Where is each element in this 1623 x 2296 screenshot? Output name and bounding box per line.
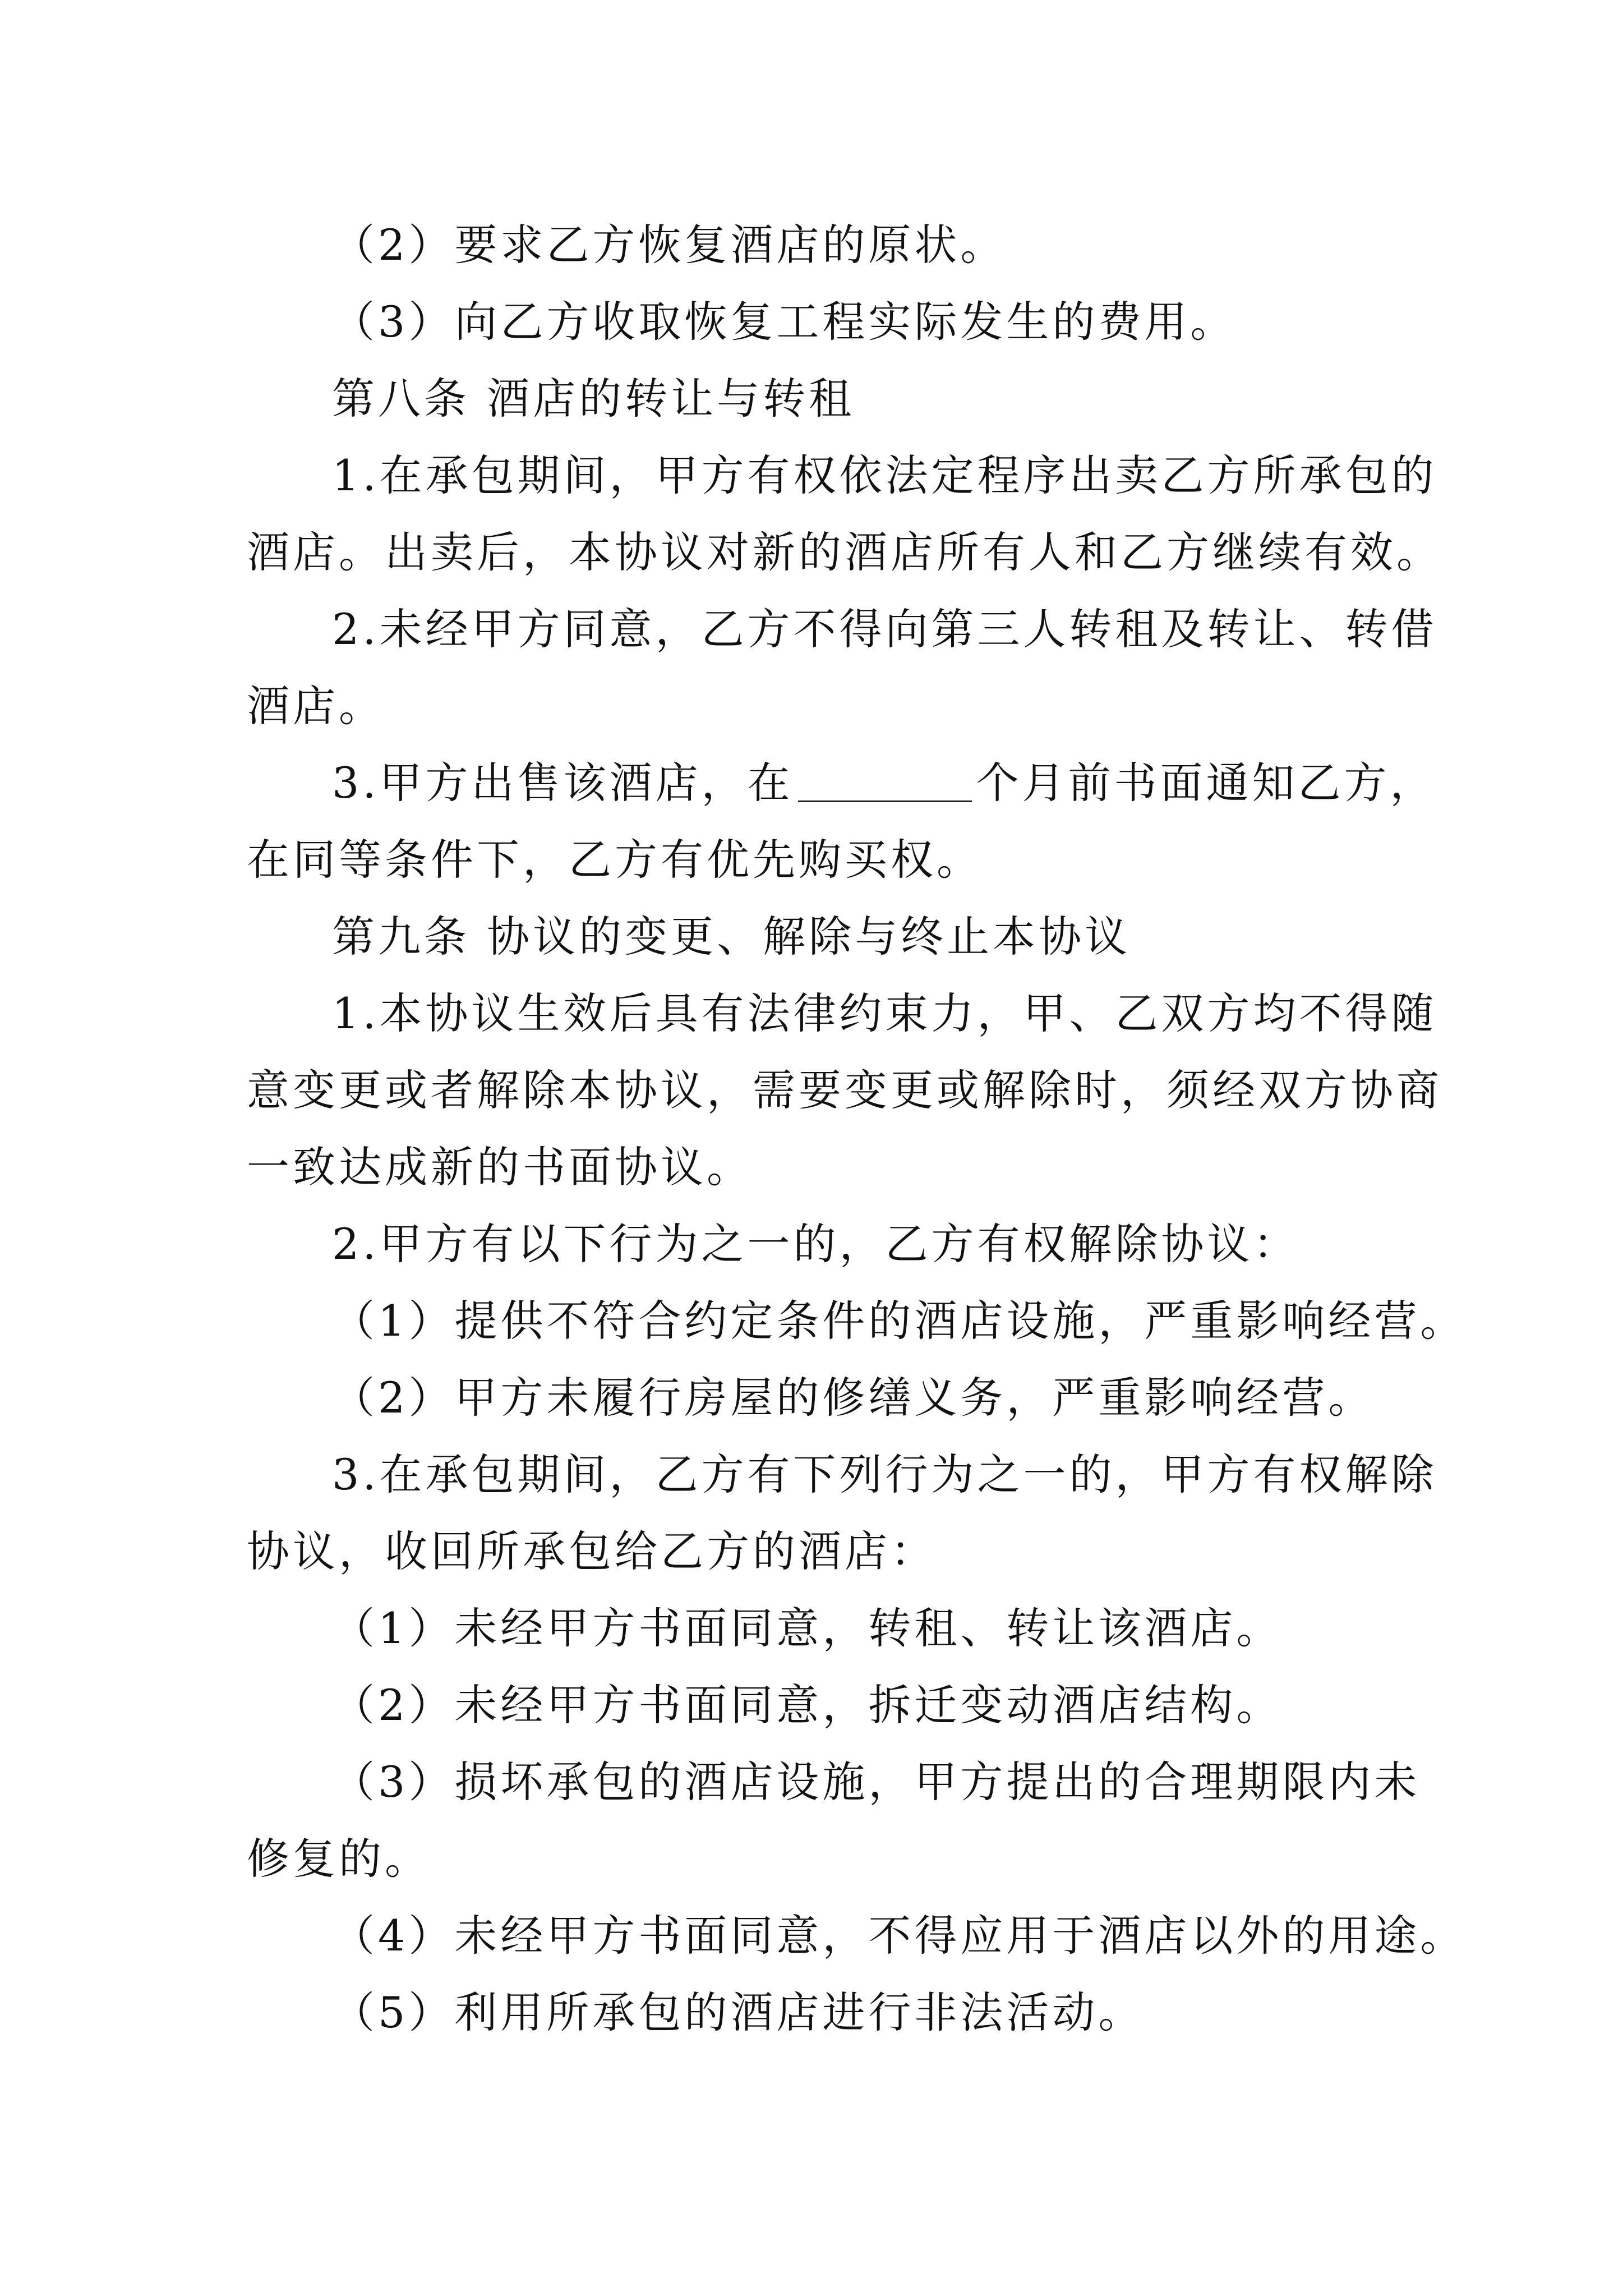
document-body	[247, 206, 1467, 2051]
paragraph-line: （5）利用所承包的酒店进行非法活动。	[332, 1987, 1145, 2037]
paragraph-line: （3）向乙方收取恢复工程实际发生的费用。	[332, 297, 1237, 347]
paragraph-line: 2.未经甲方同意，乙方不得向第三人转租及转让、转借	[332, 604, 1437, 654]
paragraph-line: （1）未经甲方书面同意，转租、转让该酒店。	[332, 1603, 1283, 1653]
paragraph-line: （2）未经甲方书面同意，拆迁变动酒店结构。	[332, 1680, 1283, 1730]
paragraph-line: 修复的。	[247, 1834, 431, 1884]
paragraph-line: 一致达成新的书面协议。	[247, 1142, 753, 1192]
paragraph-line: 3.在承包期间，乙方有下列行为之一的，甲方有权解除	[332, 1450, 1437, 1499]
paragraph-line: 在同等条件下，乙方有优先购买权。	[247, 835, 983, 885]
blank-line-after-text: 个月前书面通知乙方，	[976, 758, 1436, 808]
section-heading: 第九条 协议的变更、解除与终止本协议	[332, 912, 1131, 961]
paragraph-line-with-blank	[247, 744, 1436, 821]
paragraph-line: 2.甲方有以下行为之一的，乙方有权解除协议：	[332, 1219, 1299, 1269]
paragraph-line: （2）要求乙方恢复酒店的原状。	[332, 220, 1007, 270]
paragraph-line: 协议，收回所承包给乙方的酒店：	[247, 1526, 937, 1576]
paragraph-line: 酒店。	[247, 681, 385, 731]
section-heading: 第八条 酒店的转让与转租	[332, 374, 855, 424]
paragraph-line: （3）损坏承包的酒店设施，甲方提出的合理期限内未	[332, 1757, 1421, 1807]
fill-in-blank[interactable]	[798, 761, 972, 802]
paragraph-line: （2）甲方未履行房屋的修缮义务，严重影响经营。	[332, 1373, 1375, 1423]
paragraph-line: 1.本协议生效后具有法律约束力，甲、乙双方均不得随	[332, 988, 1437, 1038]
paragraph-line: （1）提供不符合约定条件的酒店设施，严重影响经营。	[332, 1296, 1467, 1346]
paragraph-line: （4）未经甲方书面同意，不得应用于酒店以外的用途。	[332, 1911, 1467, 1961]
paragraph-line: 1.在承包期间，甲方有权依法定程序出卖乙方所承包的	[332, 450, 1437, 500]
paragraph-line: 意变更或者解除本协议，需要变更或解除时，须经双方协商	[247, 1065, 1442, 1115]
blank-line-before-text: 3.甲方出售该酒店，在	[332, 758, 794, 808]
paragraph-line: 酒店。出卖后，本协议对新的酒店所有人和乙方继续有效。	[247, 527, 1442, 577]
